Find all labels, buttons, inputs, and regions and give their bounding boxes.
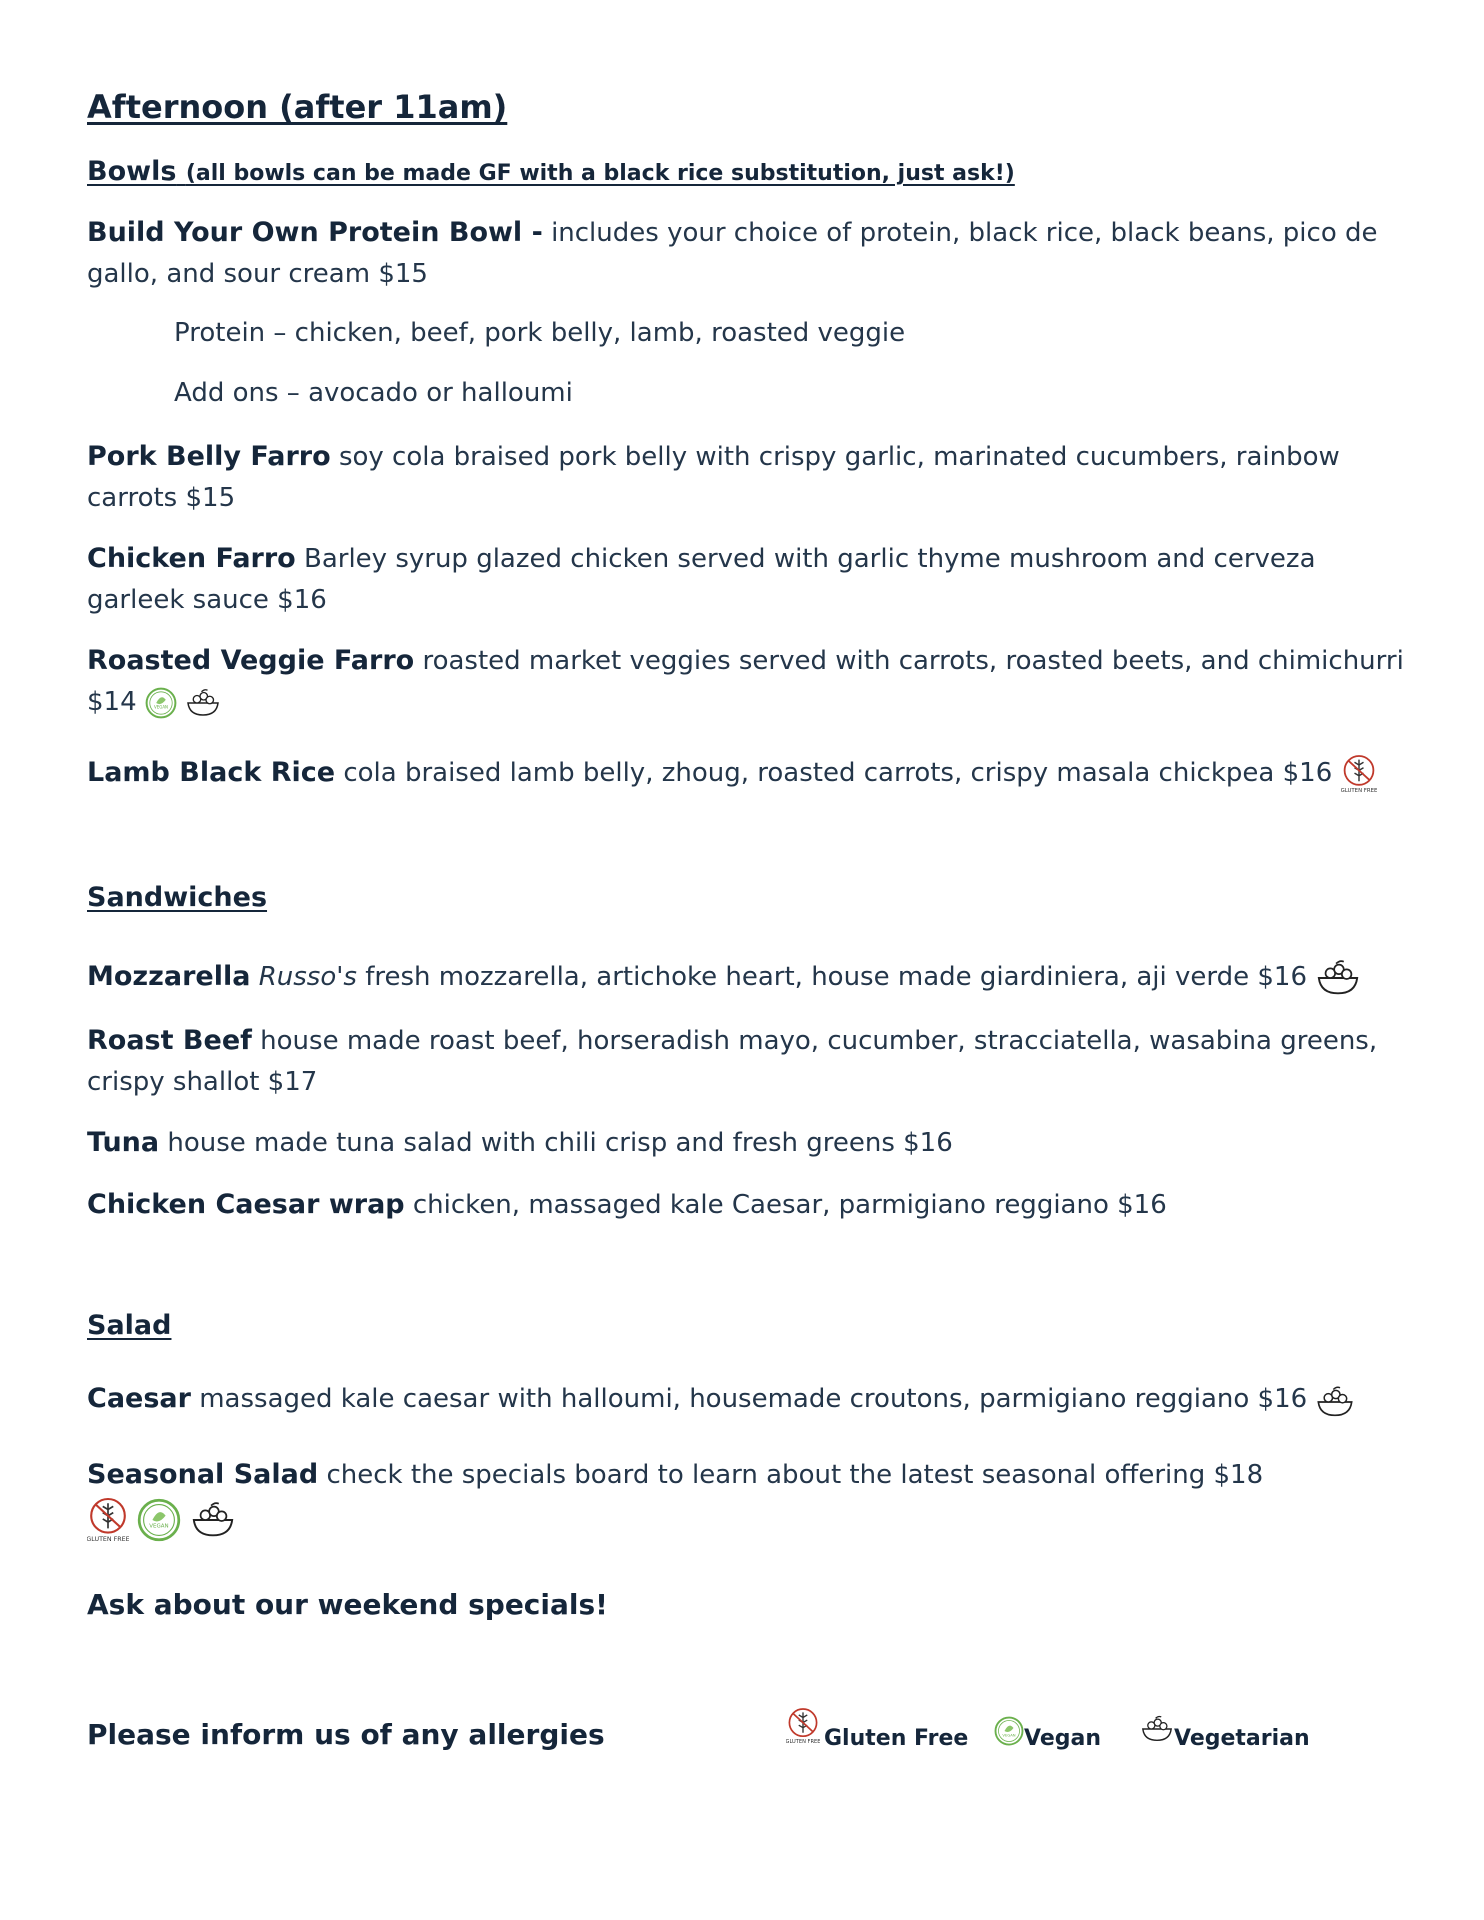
bowls-note: (all bowls can be made GF with a black rice substitution, just ask!) (185, 161, 1015, 186)
item-name: Roast Beef (87, 1025, 252, 1056)
item-desc: fresh mozzarella, artichoke heart, house made giardiniera, aji verde $16 (365, 962, 1308, 992)
item-desc: check the specials board to learn about the latest seasonal offering $18 (326, 1460, 1264, 1490)
gluten-free-icon (786, 1706, 820, 1746)
page-title: Afternoon (after 11am) (87, 88, 508, 126)
menu-item-seasonal-salad (87, 1454, 1407, 1544)
item-desc: roasted market veggies served with carrots, roasted beets, and chimichurri $14 (87, 646, 1404, 717)
item-name: Caesar (87, 1383, 191, 1414)
vegetarian-icon (185, 688, 221, 718)
item-name: Build Your Own Protein Bowl - (87, 217, 543, 248)
legend-vegetarian: Vegetarian (1174, 1726, 1310, 1751)
item-name: Mozzarella (87, 961, 251, 992)
menu-item-lamb-black-rice (87, 752, 1407, 794)
item-desc: cola braised lamb belly, zhoug, roasted carrots, crispy masala chickpea $16 (343, 758, 1333, 788)
vegetarian-icon (190, 1500, 236, 1540)
vegan-icon (137, 1498, 181, 1542)
item-name: Roasted Veggie Farro (87, 645, 415, 676)
item-desc: house made roast beef, horseradish mayo, cucumber, stracciatella, wasabina greens, crispy shallot $17 (87, 1026, 1378, 1097)
item-desc: Barley syrup glazed chicken served with garlic thyme mushroom and cerveza garleek sauce $16 (87, 544, 1316, 615)
byo-protein-options: Protein – chicken, beef, pork belly, lamb, roasted veggie (174, 318, 906, 348)
vegan-icon (145, 687, 177, 719)
salad-heading: Salad (87, 1310, 172, 1341)
bowls-heading: Bowls (all bowls can be made GF with a black rice substitution, just ask!) (87, 156, 1015, 187)
menu-item-chicken-caesar-wrap (87, 1184, 1407, 1226)
item-desc: includes your choice of protein, black rice, black beans, pico de gallo, and sour cream $15 (87, 218, 1378, 289)
menu-item-caesar (87, 1378, 1407, 1420)
allergy-notice: Please inform us of any allergies (87, 1718, 605, 1751)
legend-vegan: Vegan (1024, 1726, 1101, 1751)
item-desc: chicken, massaged kale Caesar, parmigiano reggiano $16 (412, 1190, 1167, 1220)
menu-item-chicken-farro (87, 538, 1407, 621)
vegetarian-icon (1140, 1714, 1174, 1744)
menu-item-tuna (87, 1122, 1407, 1164)
menu-item-mozzarella (87, 956, 1407, 998)
menu-item-roasted-veggie-farro (87, 640, 1407, 723)
weekend-specials-note: Ask about our weekend specials! (87, 1588, 608, 1621)
legend-gluten-free: Gluten Free (824, 1726, 969, 1751)
menu-item-byo-bowl (87, 212, 1407, 295)
vegetarian-icon (1315, 958, 1361, 998)
menu-item-roast-beef (87, 1020, 1407, 1103)
item-name: Lamb Black Rice (87, 757, 336, 788)
item-name: Pork Belly Farro (87, 441, 331, 472)
item-desc: house made tuna salad with chili crisp and fresh greens $16 (167, 1128, 953, 1158)
item-name: Seasonal Salad (87, 1459, 319, 1490)
gluten-free-icon (1341, 754, 1377, 794)
sandwiches-heading: Sandwiches (87, 882, 268, 913)
item-name: Tuna (87, 1127, 160, 1158)
vegetarian-icon (1315, 1384, 1355, 1420)
item-name: Chicken Farro (87, 543, 296, 574)
item-name: Chicken Caesar wrap (87, 1189, 405, 1220)
item-brand: Russo's (258, 962, 357, 992)
item-desc: massaged kale caesar with halloumi, housemade croutons, parmigiano reggiano $16 (199, 1384, 1308, 1414)
menu-item-pork-belly-farro (87, 436, 1407, 519)
vegan-icon (994, 1716, 1024, 1746)
item-desc: soy cola braised pork belly with crispy garlic, marinated cucumbers, rainbow carrots $15 (87, 442, 1340, 513)
byo-addons: Add ons – avocado or halloumi (174, 378, 573, 408)
gluten-free-icon (87, 1496, 129, 1544)
